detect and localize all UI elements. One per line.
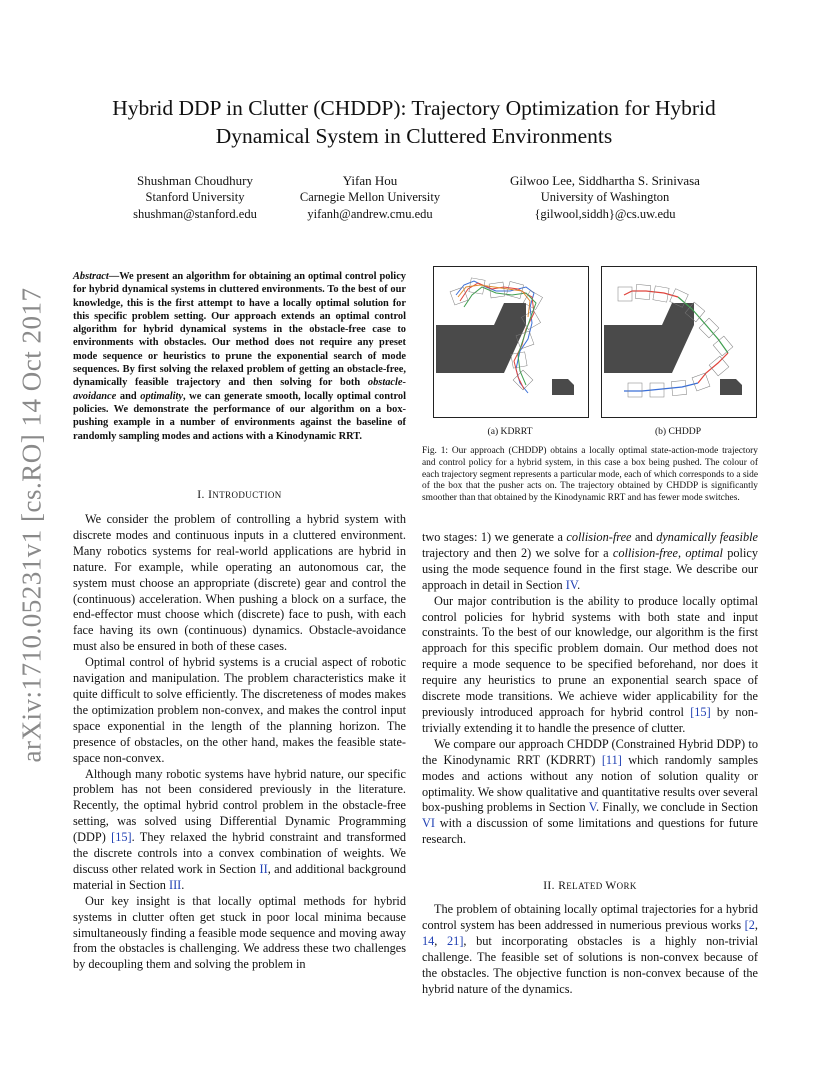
paragraph-text: Our major contribution is the ability to produce locally optimal control policies for hybrid systems with both state and input constraints. To the best of our knowledge, our algorithm is the first approach for this specific problem domain. Our method does not require a mode sequence to be specified beforehand, nor does it require any heuristics to prune an exponential search space of discrete mode transitions. We achieve wider applicability for the previously introduced approach for hybrid control [422, 593, 758, 719]
paragraph-text: which randomly samples modes and actions without any notion of solution quality or optimality. We show qualitative and quantitative results over several box-pushing problems in Section [422, 752, 758, 815]
section-link[interactable]: IV [565, 577, 578, 592]
section-number: I. [197, 489, 209, 501]
abstract-text: —We present an algorithm for obtaining an optimal control policy for hybrid dynamical systems in cluttered environments. To the best of our knowledge, this is the first attempt to have a locally optimal solution for this specific problem setting. Our approach extends an optimal control algorithm for hybrid dynamical systems in the obstacle-free case to environments with obstacles. Our method does not require any preset mode sequence or heuristics to prune the exponential search of mode sequences. By first solving the relaxed problem of getting an obstacle-free, dynamically feasible trajectory and then solving for both [73, 271, 406, 389]
obstacle-small [552, 379, 574, 395]
section-title-rest: ELATED [566, 881, 606, 891]
author-block-1 [100, 172, 290, 223]
author-name: Yifan Hou [342, 173, 398, 188]
author-email: yifanh@andrew.cmu.edu [307, 207, 433, 221]
paragraph [73, 512, 406, 655]
paragraph-text: . [577, 577, 581, 592]
section-link[interactable]: II [259, 861, 268, 876]
chddp-trajectory-plot [602, 267, 756, 417]
abstract-emphasis: obstacle-avoidance [73, 377, 406, 402]
paragraph [422, 902, 758, 997]
paragraph-text: . Finally, we conclude in Section [596, 800, 758, 815]
section-initial: I [208, 489, 213, 501]
section-title-rest: NTRODUCTION [212, 490, 282, 500]
citation-link[interactable]: [15] [111, 830, 132, 845]
author-name: Gilwoo Lee, Siddhartha S. Srinivasa [510, 173, 700, 188]
paragraph-text: The problem of obtaining locally optimal trajectories for a hybrid control system has been addressed in numerious previous works [422, 902, 758, 932]
paragraph [422, 594, 758, 737]
related-work-body [422, 902, 758, 997]
paragraph [73, 894, 406, 974]
author-block-2 [280, 172, 460, 223]
subcaption-a: (a) KDRRT [487, 426, 533, 437]
citation-link[interactable]: [2 [744, 917, 755, 932]
paragraph-text: Although many robotic systems have hybrid nature, our specific problem has not been considered previously in the literature. Recently, the optimal hybrid control problem in the obstacle-free setting, was solved using Differential Dynamic Programming (DDP) [73, 766, 406, 845]
figure-caption: Fig. 1: Our approach (CHDDP) obtains a locally optimal state-action-mode trajectory and control policy for a hybrid system, in this case a box being pushed. The colour of each trajectory segment represents a particular mode, each of which corresponds to a side of the box that the pusher acts on. The trajectory obtained by CHDDP is significantly smoother than that obtained by the Kinodynamic RRT and has fewer mode switches. [422, 446, 758, 504]
citation-link[interactable]: [15] [690, 704, 711, 719]
paragraph-text: We compare our approach CHDDP (Constrained Hybrid DDP) to the Kinodynamic RRT (KDRRT) [422, 736, 758, 767]
paragraph-text: Optimal control of hybrid systems is a crucial aspect of robotic navigation and manipulation. The problem characteristics make it quite difficult to solve efficiently. The discreteness of modes makes the optimization problem non-convex, and makes the control input space exponential in the length of the planning horizon. The presence of obstacles, on the other hand, makes the feasible state-space non-convex. [73, 655, 406, 765]
paragraph-text: , [677, 545, 686, 560]
author-block-3 [480, 172, 730, 223]
paragraph-text: . They relaxed the hybrid constraint and transformed the discrete controls into a convex combination of weights. We discuss other related work in Section [73, 830, 406, 876]
subcaption-b: (b) CHDDP [654, 426, 702, 437]
section-link[interactable]: III [168, 877, 182, 892]
left-column-body [73, 512, 406, 973]
paragraph-text: , and additional background material in Section [73, 861, 406, 892]
citation-link[interactable]: 21] [447, 933, 464, 948]
arxiv-stamp [12, 287, 52, 763]
paper-title [70, 94, 758, 150]
author-name: Shushman Choudhury [137, 173, 253, 188]
paragraph-text: two stages: 1) we generate a [422, 530, 567, 544]
paragraph-text: and [631, 530, 657, 544]
paragraph-text: , [434, 933, 448, 948]
paragraph-text: with a discussion of some limitations and questions for future research. [422, 816, 758, 847]
paragraph-text: policy using the mode sequence found in the first stage. We describe our approach in detail in Section [422, 545, 758, 592]
section-number: II. [543, 880, 559, 892]
paragraph-text: Our key insight is that locally optimal methods for hybrid systems in clutter often get stuck in poor local minima because simultaneously finding a feasible mode sequence and moving away from the obstacles is challenging. We address these two challenges by decoupling them and solving the problem in [73, 893, 406, 972]
paragraph-text: We consider the problem of controlling a hybrid system with discrete modes and continuous inputs in a cluttered environment. Many robotics systems for real-world applications are hybrid in nature. For example, while operating an autonomous car, the system must choose an appropriate (discrete) gear and control the (continuous) acceleration. When pushing a block on a surface, the end-effector must choose which (discrete) face to push, with each face having its own (continuous) dynamics. Obstacle-avoidance must also be ensured in both of these cases. [73, 512, 406, 654]
trajectory-blue [624, 383, 698, 391]
emphasis: collision-free [566, 530, 632, 544]
emphasis: dynamically feasible [656, 530, 758, 544]
title-line-1: Hybrid DDP in Clutter (CHDDP): Trajectory Optimization for Hybrid [112, 96, 716, 120]
emphasis: optimal [685, 545, 723, 560]
paragraph-text: trajectory and then 2) we solve for a [422, 545, 613, 560]
author-email: shushman@stanford.edu [133, 207, 257, 221]
paragraph-text: . [181, 877, 185, 892]
figure-panel-kdrrt [433, 266, 589, 418]
abstract [73, 270, 406, 443]
section-heading-related-work [422, 880, 758, 892]
author-affiliation: Stanford University [145, 190, 245, 204]
arxiv-id: arXiv:1710.05231v1 [cs.RO] 14 Oct 2017 [16, 287, 47, 763]
section-heading-introduction [73, 489, 406, 501]
paragraph [73, 655, 406, 766]
abstract-emphasis: optimality [140, 390, 183, 402]
author-affiliation: University of Washington [540, 190, 670, 204]
trajectory-red-2 [698, 353, 728, 383]
section-link[interactable]: V [588, 800, 597, 815]
paragraph-text: , [754, 917, 758, 932]
author-affiliation: Carnegie Mellon University [299, 190, 441, 204]
citation-link[interactable]: 14 [422, 933, 435, 948]
abstract-text: , we can generate smooth, locally optimal control policies. We demonstrate the performance of our algorithm on a box-pushing example in a number of environments against the baseline of randomly sampling modes and actions with a Kinodynamic RRT. [73, 390, 406, 442]
abstract-label: Abstract [73, 271, 109, 282]
obstacle-small [720, 379, 742, 395]
paragraph [422, 737, 758, 848]
author-email: {gilwool,siddh}@cs.uw.edu [534, 207, 676, 221]
section-initial: R [558, 880, 567, 892]
title-line-2: Dynamical System in Cluttered Environments [215, 124, 613, 148]
emphasis: collision-free [612, 545, 678, 560]
paragraph [73, 767, 406, 894]
paragraph [422, 530, 758, 594]
citation-link[interactable]: [11] [601, 752, 622, 767]
section-initial: W [605, 880, 617, 892]
paragraph-text: by non-trivially extending it to handle the presence of clutter. [422, 704, 758, 735]
right-column-body [422, 530, 758, 848]
paragraph-text: , but incorporating obstacles is a highly non-trivial challenge. The feasible set of solutions is non-convex because of the obstacles. The objective function is non-convex because of the hybrid nature of the dynamics. [422, 933, 758, 996]
section-title-rest: ORK [616, 881, 637, 891]
abstract-text: and [116, 390, 141, 402]
obstacle-large [604, 303, 694, 373]
section-link[interactable]: VI [422, 816, 435, 831]
kdrrt-trajectory-plot [434, 267, 588, 417]
figure-panel-chddp [601, 266, 757, 418]
